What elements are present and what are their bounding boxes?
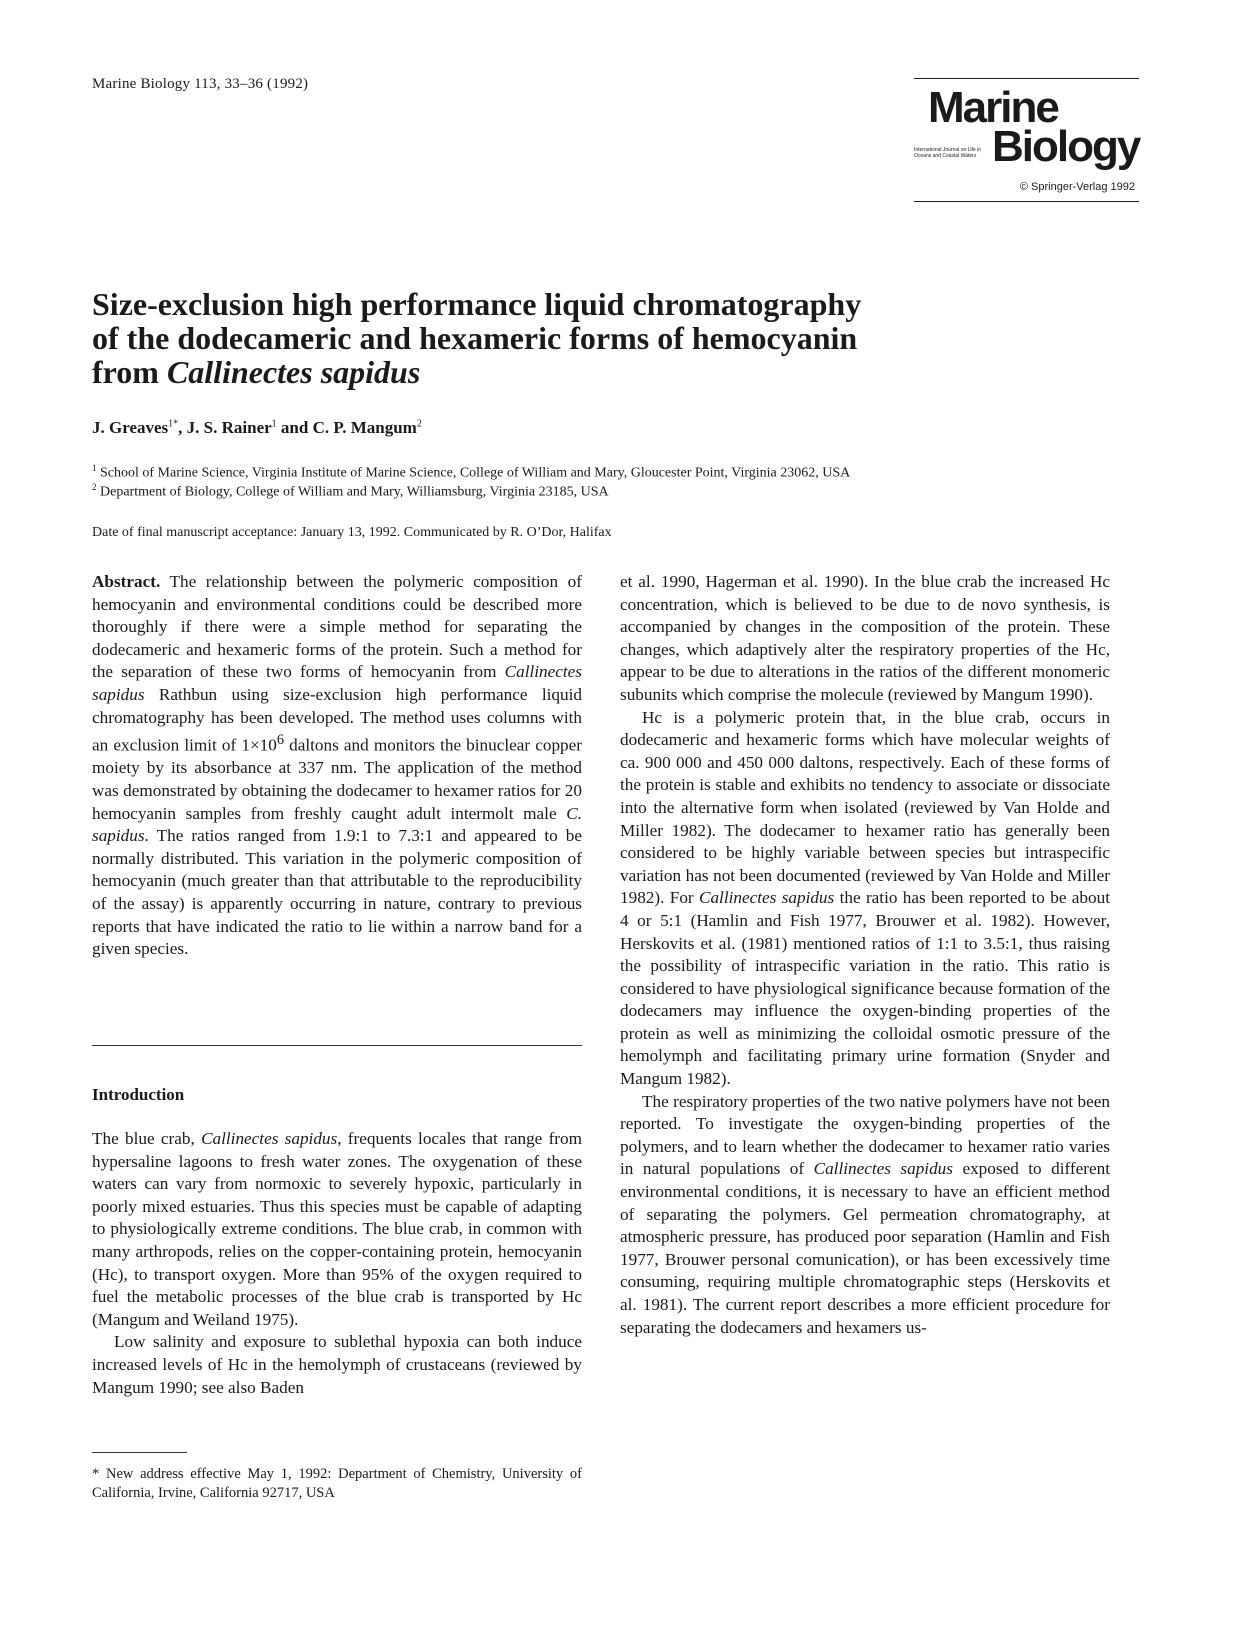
author-2: J. S. Rainer xyxy=(186,418,272,437)
introduction-body xyxy=(92,1128,582,1399)
logo-word-biology: Biology xyxy=(992,122,1140,171)
right-p2-a: Hc is a polymeric protein that, in the blue crab, occurs in dodecameric and hexameric forms which have molecular weights of ca. 900 000 and 450 000 daltons, respectively. Each of these forms of the protein is stable and exhibits no tendency to associate or dissociate into the alternative form when isolated (reviewed by Van Holde and Miller 1982). The dodecamer to hexamer ratio has generally been considered to be highly variable between species but intraspecific variation has not been documented (reviewed by Van Holde and Miller 1982). For xyxy=(620,707,1110,908)
publisher-copyright: © Springer-Verlag 1992 xyxy=(1019,181,1135,193)
footnote: * New address effective May 1, 1992: Department of Chemistry, University of California, Irvine, California 92717, USA xyxy=(92,1466,582,1501)
journal-citation: Marine Biology 113, 33–36 (1992) xyxy=(92,76,309,92)
title-line-1: Size-exclusion high performance liquid chromatography xyxy=(92,286,862,322)
abstract-exponent: 6 xyxy=(276,732,285,749)
affiliation-2-num: 2 xyxy=(92,482,97,492)
author-sep-1: , xyxy=(178,418,187,437)
abstract-text-2: Rathbun using size-exclusion high performance liquid chromatography has been developed. The method uses columns with an exclusion limit of 1×10 xyxy=(92,684,582,755)
right-p3-b: exposed to different environmental conditions, it is necessary to have an efficient method of separating the polymers. Gel permeation chromatography, at atmospheric pressure, has produced poor separation (Hamlin and Fish 1977, Brouwer personal comunication), or has been excessively time consuming, requiring multiple chromatographic steps (Herskovits et al. 1981). The current report describes a more efficient procedure for separating the dodecamers and hexamers us- xyxy=(620,1159,1111,1337)
author-1: J. Greaves xyxy=(92,418,169,437)
abstract-divider xyxy=(92,1045,582,1046)
affiliation-1-num: 1 xyxy=(92,463,97,473)
article-title xyxy=(92,287,992,389)
author-3-affil: 2 xyxy=(416,418,422,430)
right-p3-a: The respiratory properties of the two native polymers have not been reported. To investigate the oxygen-binding properties of the polymers, and to learn whether the dodecamer to hexamer ratio varies in natural populations of xyxy=(620,1091,1110,1179)
affiliation-2 xyxy=(92,478,1142,502)
right-p2-b: the ratio has been reported to be about 4 or 5:1 (Hamlin and Fish 1977, Brouwer et al. 1982). However, Herskovits et al. (1981) mentioned ratios of 1:1 to 3.5:1, thus raising the possibility of intraspecific variation in the ratio. This ratio is considered to have physiological significance because formation of the dodecamers may influence the oxygen-binding properties of the protein as well as minimizing the colloidal osmotic pressure of the hemolymph and facilitating primary urine formation (Snyder and Mangum 1982). xyxy=(620,888,1110,1089)
right-p1: et al. 1990, Hagerman et al. 1990). In the blue crab the increased Hc concentration, which is believed to be due to de novo synthesis, is accompanied by changes in the composition of the protein. These changes, which adaptively alter the respiratory properties of the Hc, appear to be due to alterations in the ratios of the different monomeric subunits which comprise the molecule (reviewed by Mangum 1990). xyxy=(620,572,1110,704)
abstract xyxy=(92,571,582,961)
abstract-species-1: Callinectes sapidus xyxy=(92,662,582,704)
author-3: C. P. Mangum xyxy=(312,418,417,437)
abstract-label: Abstract. xyxy=(92,572,161,591)
right-p3-species: Callinectes sapidus xyxy=(813,1159,953,1179)
abstract-species-2: C. sapidus xyxy=(92,803,582,846)
intro-p1-b: , frequents locales that range from hypersaline lagoons to fresh water zones. The oxygenation of these waters can vary from normoxic to severely hypoxic, particularly in poorly mixed estuaries. Thus this species must be capable of adapting to physiologically extreme conditions. The blue crab, in common with many arthropods, relies on the copper-containing protein, hemocyanin (Hc), to transport oxygen. More than 95% of the oxygen required to fuel the metabolic processes of the blue crab is transported by Hc (Mangum and Weiland 1975). xyxy=(92,1129,582,1329)
author-sep-2: and xyxy=(276,418,313,437)
author-1-affil: 1* xyxy=(168,418,179,430)
title-prefix: from xyxy=(92,354,167,390)
title-line-3 xyxy=(92,355,992,389)
logo-rule-bottom xyxy=(914,201,1139,202)
intro-p1-species: Callinectes sapidus xyxy=(201,1129,338,1148)
right-column xyxy=(620,571,1110,1339)
logo-word-marine: Marine xyxy=(928,83,1058,132)
affiliation-1-text: School of Marine Science, Virginia Institute of Marine Science, College of William and Mary, Gloucester Point, Virginia 23062, USA xyxy=(100,465,851,481)
affiliation-2-text: Department of Biology, College of William and Mary, Williamsburg, Virginia 23185, USA xyxy=(100,484,609,500)
abstract-text-1: The relationship between the polymeric composition of hemocyanin and environmental conditions could be described more thoroughly if there were a simple method for separating the dodecameric and hexameric forms of the protein. Such a method for the separation of these two forms of hemocyanin from xyxy=(92,572,582,682)
manuscript-dates: Date of final manuscript acceptance: January 13, 1992. Communicated by R. O’Dor, Halifax xyxy=(92,525,612,540)
logo-subtitle: International Journal on Life in Oceans and Coastal Waters xyxy=(914,147,981,159)
journal-logo xyxy=(914,78,1139,204)
right-p2-species: Callinectes sapidus xyxy=(699,888,835,908)
title-line-2: of the dodecameric and hexameric forms of hemocyanin xyxy=(92,320,858,356)
abstract-text-3: daltons and monitors the binuclear copper moiety by its absorbance at 337 nm. The application of the method was demonstrated by obtaining the dodecamer to hexamer ratios for 20 hemocyanin samples from freshly caught adult intermolt male xyxy=(92,735,583,823)
footnote-rule xyxy=(92,1452,187,1453)
title-species: Callinectes sapidus xyxy=(166,354,421,390)
intro-p2: Low salinity and exposure to sublethal hypoxia can both induce increased levels of Hc in the hemolymph of crustaceans (reviewed by Mangum 1990; see also Baden xyxy=(92,1332,582,1397)
introduction-heading: Introduction xyxy=(92,1085,185,1104)
author-2-affil: 1 xyxy=(271,418,277,430)
intro-p1-a: The blue crab, xyxy=(92,1129,202,1148)
logo-rule-top xyxy=(914,78,1139,79)
abstract-text-4: . The ratios ranged from 1.9:1 to 7.3:1 and appeared to be normally distributed. This variation in the polymeric composition of hemocyanin (much greater than that attributable to the reproducibility of the assay) is apparently occurring in nature, contrary to previous reports that have indicated the ratio to lie within a narrow band for a given species. xyxy=(92,826,582,959)
author-list xyxy=(92,418,422,438)
